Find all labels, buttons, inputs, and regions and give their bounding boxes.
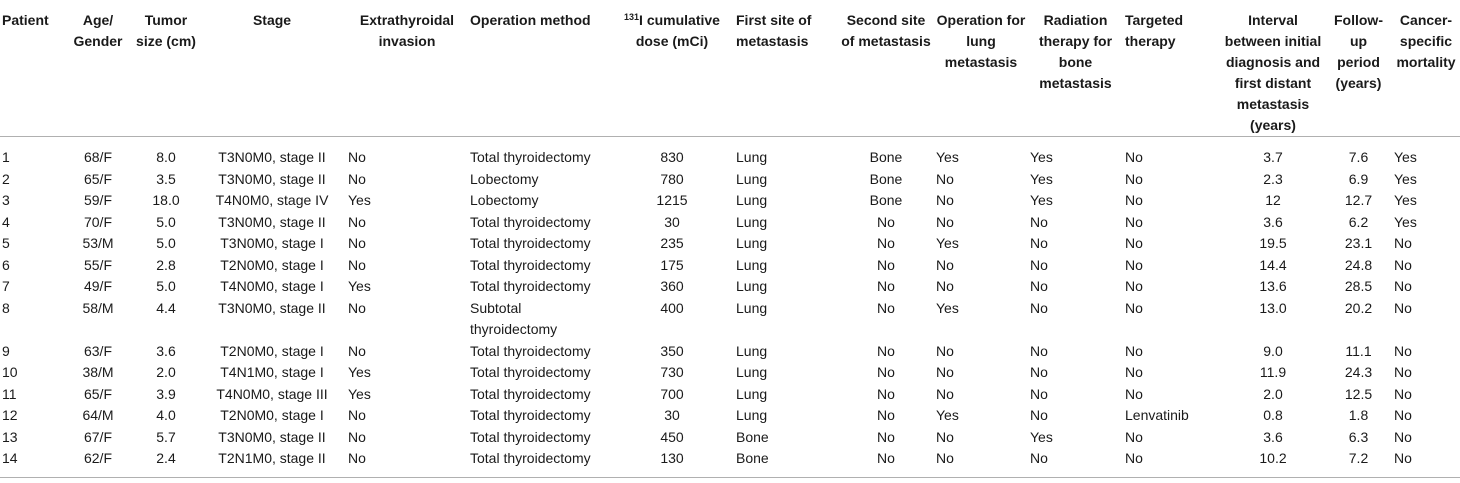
cell-op-lung: No <box>936 213 954 230</box>
cell-tumor-size: 4.0 <box>156 407 176 423</box>
cell-followup: 24.8 <box>1344 256 1373 273</box>
cell-patient: 2 <box>2 170 10 187</box>
cell-dose: 235 <box>660 235 684 251</box>
cell-extrathyroidal: No <box>348 256 366 273</box>
cell-followup: 28.5 <box>1344 278 1373 294</box>
col-header-second-site: Second site of metastasis <box>838 0 934 137</box>
cell-extrathyroidal: Yes <box>348 385 371 402</box>
cell-mortality: No <box>1394 299 1412 316</box>
cell-interval: 13.6 <box>1259 278 1287 294</box>
cell-extrathyroidal: Yes <box>348 278 371 294</box>
cell-age-gender: 49/F <box>83 278 112 294</box>
cell-stage: T3N0M0, stage II <box>218 149 326 165</box>
cell-patient: 13 <box>2 428 18 445</box>
cell-followup: 6.9 <box>1348 170 1369 187</box>
cell-radiation: No <box>1030 278 1048 294</box>
cell-stage: T3N0M0, stage II <box>218 299 326 316</box>
cell-second-site: No <box>877 342 895 359</box>
cell-stage: T2N0M0, stage I <box>220 407 324 423</box>
cell-interval: 19.5 <box>1259 235 1287 251</box>
cell-mortality: No <box>1394 278 1412 294</box>
cell-first-site: Lung <box>736 342 768 359</box>
cell-mortality: Yes <box>1394 192 1417 208</box>
cell-first-site: Lung <box>736 299 768 316</box>
cell-op-lung: No <box>936 342 954 359</box>
cell-radiation: No <box>1030 213 1048 230</box>
cell-second-site: No <box>877 256 895 273</box>
cell-radiation: No <box>1030 235 1048 251</box>
cell-op-lung: No <box>936 278 954 294</box>
cell-first-site: Bone <box>734 448 838 477</box>
cell-dose: 700 <box>660 385 684 402</box>
cell-followup: 1.8 <box>1348 407 1369 423</box>
col-header-dose <box>610 0 734 137</box>
cell-op-lung: No <box>936 364 954 380</box>
cell-tumor-size: 8.0 <box>156 149 176 165</box>
cell-stage: T2N0M0, stage I <box>220 342 324 359</box>
cell-radiation: Yes <box>1030 149 1053 165</box>
cell-targeted: No <box>1125 256 1143 273</box>
cell-mortality: No <box>1394 407 1412 423</box>
table-row <box>0 169 1460 191</box>
cell-op-lung: Yes <box>936 299 959 316</box>
cell-tumor-size: 5.0 <box>156 213 176 230</box>
table-row <box>0 233 1460 255</box>
cell-patient: 1 <box>2 149 10 165</box>
cell-targeted: No <box>1125 428 1143 445</box>
cell-second-site: No <box>877 407 895 423</box>
cell-targeted: No <box>1125 149 1143 165</box>
cell-dose: 450 <box>660 428 684 445</box>
cell-interval: 14.4 <box>1259 256 1287 273</box>
cell-age-gender: 58/M <box>82 299 114 316</box>
cell-followup: 6.3 <box>1348 428 1369 445</box>
cell-targeted: No <box>1125 364 1143 380</box>
cell-age-gender: 53/M <box>82 235 114 251</box>
table-header <box>0 0 1460 137</box>
cell-targeted: No <box>1125 170 1143 187</box>
cell-age-gender: 59/F <box>83 192 112 208</box>
cell-age-gender: 38/M <box>82 364 114 380</box>
cell-radiation: Yes <box>1030 170 1053 187</box>
cell-interval: 3.6 <box>1263 213 1283 230</box>
header-row <box>0 0 1460 137</box>
cell-tumor-size: 3.9 <box>156 385 176 402</box>
cell-targeted: No <box>1123 448 1221 477</box>
cell-followup: 11.1 <box>1345 342 1372 359</box>
cell-operation: Total thyroidectomy <box>470 407 591 423</box>
cell-tumor-size: 4.4 <box>156 299 176 316</box>
col-header-extrathyroidal: Extrathyroidal invasion <box>346 0 468 137</box>
cell-targeted: No <box>1125 342 1143 359</box>
cell-stage: T4N0M0, stage IV <box>215 192 329 208</box>
cell-tumor-size: 2.0 <box>156 364 176 380</box>
cell-first-site: Lung <box>736 256 768 273</box>
cell-tumor-size: 18.0 <box>152 192 180 208</box>
cell-patient: 14 <box>0 448 62 477</box>
cell-stage: T3N0M0, stage II <box>218 213 326 230</box>
cell-dose: 730 <box>660 364 684 380</box>
cell-radiation: No <box>1030 407 1048 423</box>
cell-dose: 130 <box>610 448 734 477</box>
cell-first-site: Lung <box>736 385 768 402</box>
cell-targeted: No <box>1125 385 1143 402</box>
cell-dose: 30 <box>664 407 680 423</box>
cell-operation: Lobectomy <box>470 192 539 208</box>
cell-second-site: No <box>877 385 895 402</box>
cell-extrathyroidal: No <box>348 149 366 165</box>
cell-operation: Lobectomy <box>470 170 539 187</box>
cell-radiation: Yes <box>1030 428 1053 445</box>
cell-age-gender: 70/F <box>83 213 112 230</box>
cell-interval: 2.0 <box>1263 385 1283 402</box>
table-row <box>0 255 1460 277</box>
cell-interval: 10.2 <box>1221 448 1325 477</box>
dose-superscript: 131 <box>624 12 640 22</box>
col-header-tumor-size: Tumor size (cm) <box>134 0 198 137</box>
cell-interval: 13.0 <box>1259 299 1287 316</box>
cell-tumor-size: 5.0 <box>156 278 176 294</box>
cell-op-lung: No <box>936 428 954 445</box>
cell-radiation: No <box>1030 299 1048 316</box>
cell-op-lung: No <box>936 385 954 402</box>
table-row <box>0 298 1460 341</box>
cell-age-gender: 65/F <box>83 385 112 402</box>
col-header-radiation: Radiation therapy for bone metastasis <box>1028 0 1123 137</box>
cell-radiation: No <box>1030 256 1048 273</box>
cell-tumor-size: 3.5 <box>156 170 176 187</box>
cell-age-gender: 67/F <box>83 428 112 445</box>
cell-op-lung: Yes <box>936 149 959 165</box>
col-header-first-site: First site of metastasis <box>734 0 838 137</box>
cell-operation: Total thyroidectomy <box>470 364 591 380</box>
col-header-interval: Interval between initial diagnosis and first distant metastasis (years) <box>1221 0 1325 137</box>
table-row <box>0 276 1460 298</box>
col-header-mortality: Cancer-specific mortality <box>1392 0 1460 137</box>
dose-label: I cumulative dose (mCi) <box>635 12 720 49</box>
cell-extrathyroidal: No <box>348 428 366 445</box>
cell-patient: 7 <box>2 278 10 294</box>
cell-operation: Subtotal thyroidectomy <box>470 299 558 337</box>
cell-dose: 350 <box>660 342 684 359</box>
cell-dose: 400 <box>660 299 684 316</box>
cell-second-site: No <box>877 299 895 316</box>
cell-extrathyroidal: Yes <box>348 192 371 208</box>
cell-first-site: Lung <box>736 213 768 230</box>
cell-followup: 12.7 <box>1344 192 1373 208</box>
table-row <box>0 362 1460 384</box>
table-row <box>0 190 1460 212</box>
cell-patient: 5 <box>2 235 10 251</box>
cell-second-site: No <box>877 235 895 251</box>
cell-mortality: Yes <box>1394 149 1417 165</box>
cell-operation: Total thyroidectomy <box>470 342 591 359</box>
cell-extrathyroidal: No <box>348 235 366 251</box>
cell-stage: T3N0M0, stage I <box>220 235 324 251</box>
cell-mortality: Yes <box>1394 170 1417 187</box>
cell-followup: 23.1 <box>1344 235 1373 251</box>
cell-radiation: No <box>1030 364 1048 380</box>
cell-mortality: No <box>1394 342 1412 359</box>
cell-tumor-size: 2.8 <box>156 256 176 273</box>
cell-operation: Total thyroidectomy <box>470 256 591 273</box>
cell-mortality: No <box>1394 385 1412 402</box>
cell-first-site: Lung <box>736 364 768 380</box>
cell-patient: 6 <box>2 256 10 273</box>
cell-extrathyroidal: No <box>348 407 366 423</box>
cell-mortality: No <box>1394 256 1412 273</box>
cell-followup: 6.2 <box>1348 213 1369 230</box>
cell-operation: Total thyroidectomy <box>470 385 591 402</box>
table-row <box>0 341 1460 363</box>
cell-tumor-size: 3.6 <box>156 342 176 359</box>
cell-interval: 11.9 <box>1259 364 1287 380</box>
cell-extrathyroidal: No <box>348 299 366 316</box>
cell-mortality: No <box>1394 364 1412 380</box>
cell-targeted: No <box>1125 299 1143 316</box>
cell-extrathyroidal: No <box>348 170 366 187</box>
col-header-operation: Operation method <box>468 0 610 137</box>
cell-extrathyroidal: No <box>348 213 366 230</box>
cell-operation: Total thyroidectomy <box>470 149 591 165</box>
cell-followup: 12.5 <box>1344 385 1373 402</box>
cell-targeted: No <box>1125 278 1143 294</box>
table-body <box>0 137 1460 478</box>
cell-op-lung: Yes <box>936 235 959 251</box>
cell-first-site: Lung <box>736 407 768 423</box>
cell-patient: 9 <box>2 342 10 359</box>
cell-patient: 3 <box>2 192 10 208</box>
cell-second-site: Bone <box>869 170 903 187</box>
cell-extrathyroidal: No <box>346 448 468 477</box>
cell-tumor-size: 5.0 <box>156 235 176 251</box>
cell-second-site: Bone <box>869 149 903 165</box>
cell-radiation: No <box>1030 385 1048 402</box>
cell-mortality: No <box>1394 235 1412 251</box>
cell-operation: Total thyroidectomy <box>468 448 610 477</box>
cell-operation: Total thyroidectomy <box>470 278 591 294</box>
cell-mortality: No <box>1392 448 1460 477</box>
cell-targeted: Lenvatinib <box>1125 407 1189 423</box>
cell-followup: 7.6 <box>1348 149 1369 165</box>
cell-op-lung: No <box>936 170 954 187</box>
cell-second-site: No <box>838 448 934 477</box>
cell-extrathyroidal: Yes <box>348 364 371 380</box>
cell-op-lung: No <box>936 192 954 208</box>
cell-patient: 8 <box>2 299 10 316</box>
cell-patient: 10 <box>2 364 18 380</box>
col-header-age-gender: Age/ Gender <box>62 0 134 137</box>
cell-first-site: Lung <box>736 170 768 187</box>
cell-targeted: No <box>1125 192 1143 208</box>
cell-age-gender: 55/F <box>83 256 112 273</box>
cell-operation: Total thyroidectomy <box>470 235 591 251</box>
cell-age-gender: 64/M <box>82 407 114 423</box>
cell-op-lung: Yes <box>936 407 959 423</box>
cell-stage: T2N0M0, stage I <box>220 256 324 273</box>
cell-op-lung: No <box>936 256 954 273</box>
table-row <box>0 212 1460 234</box>
cell-radiation: No <box>1030 342 1048 359</box>
cell-second-site: No <box>877 278 895 294</box>
cell-second-site: No <box>877 428 895 445</box>
cell-followup: 20.2 <box>1344 299 1373 316</box>
cell-stage: T3N0M0, stage II <box>218 170 326 187</box>
cell-first-site: Lung <box>736 278 768 294</box>
cell-patient: 12 <box>2 407 18 423</box>
cell-dose: 830 <box>660 149 684 165</box>
cell-mortality: Yes <box>1394 213 1417 230</box>
table-row <box>0 384 1460 406</box>
col-header-targeted: Targeted therapy <box>1123 0 1221 137</box>
cell-patient: 11 <box>2 385 17 402</box>
cell-first-site: Lung <box>736 149 768 165</box>
cell-dose: 1215 <box>656 192 688 208</box>
col-header-followup: Follow-up period (years) <box>1325 0 1392 137</box>
cell-stage: T4N0M0, stage III <box>216 385 328 402</box>
cell-targeted: No <box>1125 235 1143 251</box>
cell-age-gender: 62/F <box>62 448 134 477</box>
cell-extrathyroidal: No <box>348 342 366 359</box>
col-header-op-lung: Operation for lung metastasis <box>934 0 1028 137</box>
cell-second-site: No <box>877 364 895 380</box>
cell-interval: 9.0 <box>1263 342 1283 359</box>
cell-mortality: No <box>1394 428 1412 445</box>
cell-first-site: Bone <box>736 428 769 445</box>
cell-stage: T3N0M0, stage II <box>218 428 326 445</box>
table-row <box>0 405 1460 427</box>
cell-operation: Total thyroidectomy <box>470 213 591 230</box>
cell-age-gender: 65/F <box>83 170 112 187</box>
cell-stage: T4N1M0, stage I <box>220 364 324 380</box>
cell-radiation: No <box>1028 448 1123 477</box>
cell-tumor-size: 5.7 <box>156 428 176 445</box>
cell-followup: 7.2 <box>1325 448 1392 477</box>
table-row <box>0 427 1460 449</box>
cell-interval: 3.7 <box>1263 149 1283 165</box>
cell-radiation: Yes <box>1030 192 1053 208</box>
cell-interval: 3.6 <box>1263 428 1283 445</box>
col-header-patient: Patient <box>0 0 62 137</box>
cell-age-gender: 63/F <box>83 342 112 359</box>
table-row <box>0 137 1460 169</box>
cell-dose: 360 <box>660 278 684 294</box>
cell-dose: 175 <box>660 256 684 273</box>
table-row <box>0 448 1460 477</box>
cell-dose: 780 <box>660 170 684 187</box>
cell-interval: 2.3 <box>1263 170 1283 187</box>
cell-first-site: Lung <box>736 235 768 251</box>
cell-operation: Total thyroidectomy <box>470 428 591 445</box>
cell-dose: 30 <box>664 213 680 230</box>
cell-age-gender: 68/F <box>83 149 112 165</box>
cell-op-lung: No <box>934 448 1028 477</box>
cell-second-site: No <box>877 213 895 230</box>
cell-stage: T2N1M0, stage II <box>198 448 346 477</box>
cell-tumor-size: 2.4 <box>134 448 198 477</box>
cell-stage: T4N0M0, stage I <box>220 278 324 294</box>
cell-patient: 4 <box>2 213 10 230</box>
cell-first-site: Lung <box>736 192 768 208</box>
cell-second-site: Bone <box>869 192 903 208</box>
col-header-stage: Stage <box>198 0 346 137</box>
cell-interval: 0.8 <box>1263 407 1283 423</box>
cell-targeted: No <box>1125 213 1143 230</box>
cell-interval: 12 <box>1265 192 1281 208</box>
cell-followup: 24.3 <box>1344 364 1373 380</box>
